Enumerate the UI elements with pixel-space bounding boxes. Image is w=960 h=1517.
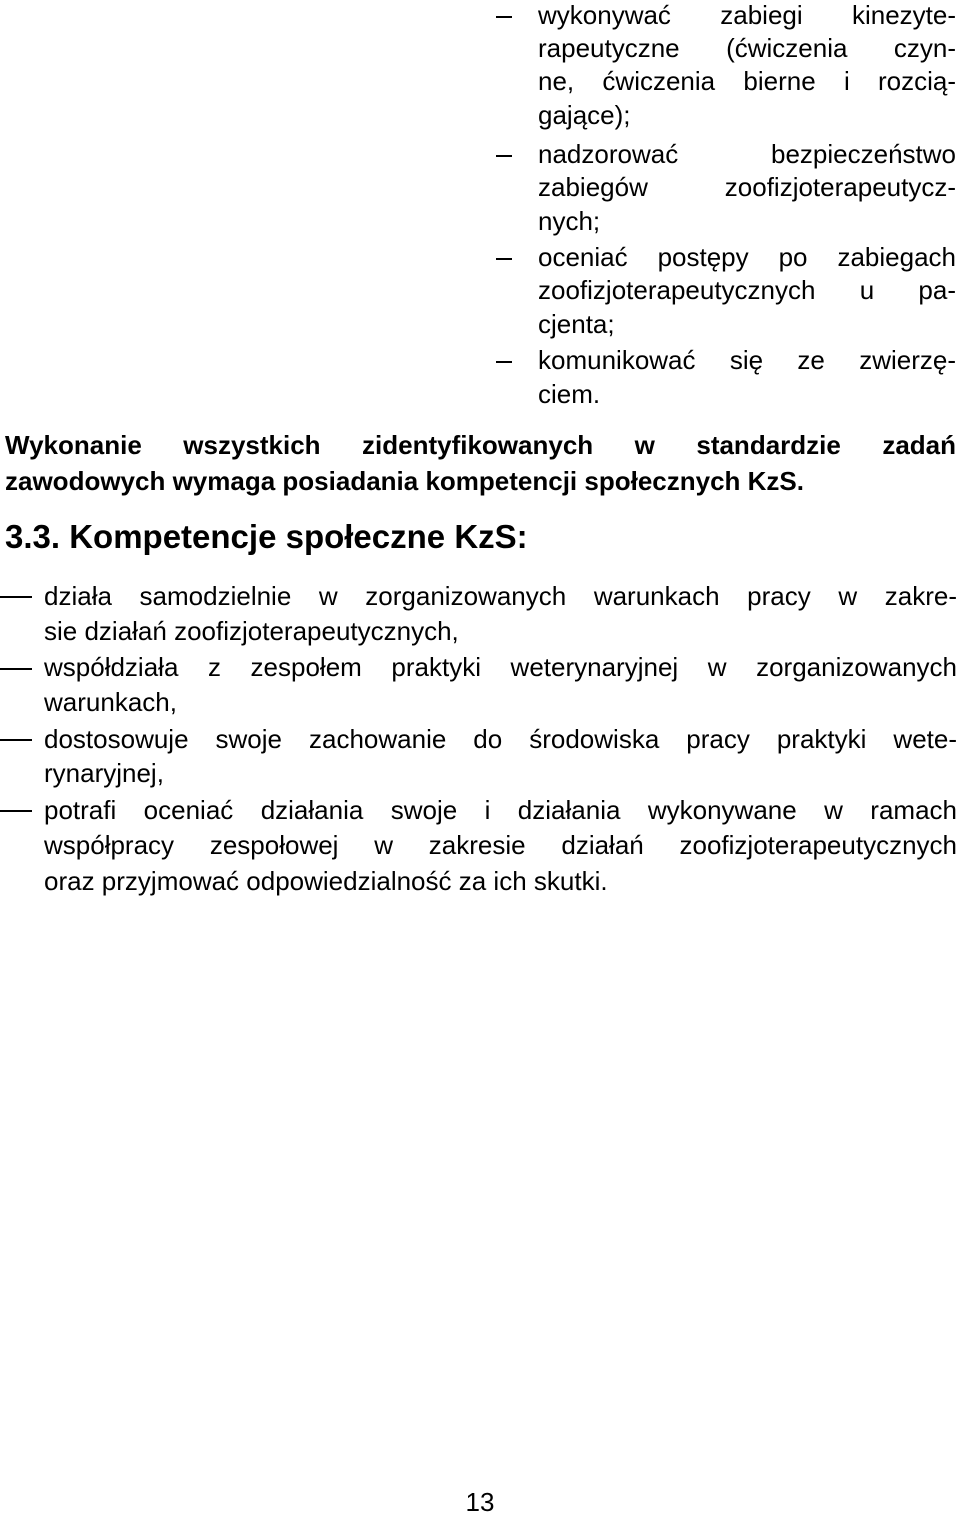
competence-item-2-line: warunkach, xyxy=(44,687,177,717)
task-item-1-line: ne, ćwiczenia bierne i rozcią- xyxy=(538,66,956,96)
task-item-1-line: wykonywać zabiegi kinezyte- xyxy=(538,0,956,30)
task-item-2-line: nych; xyxy=(538,206,601,236)
competence-item-1-line: sie działań zoofizjoterapeutycznych, xyxy=(44,616,459,646)
task-item-4-line: komunikować się ze zwierzę- xyxy=(538,345,956,375)
competence-item-2-line: współdziała z zespołem praktyki weterynaryjnej w zorganizowanych xyxy=(44,652,957,682)
task-item-3-line: cjenta; xyxy=(538,309,615,339)
dash-bullet xyxy=(0,739,32,741)
dash-bullet xyxy=(496,258,512,260)
page-number: 13 xyxy=(465,1487,495,1517)
task-item-3-line: oceniać postępy po zabiegach xyxy=(538,242,956,272)
dash-bullet xyxy=(496,361,512,363)
competence-item-3-line: rynaryjnej, xyxy=(44,758,164,788)
task-item-2-line: nadzorować bezpieczeństwo xyxy=(538,139,956,169)
requirement-text: zawodowych wymaga posiadania kompetencji społecznych KzS. xyxy=(5,466,804,496)
task-item-4-line: ciem. xyxy=(538,379,601,409)
dash-bullet xyxy=(496,16,512,18)
dash-bullet xyxy=(0,596,32,598)
dash-bullet xyxy=(0,668,32,670)
competence-item-4-line: oraz przyjmować odpowiedzialność za ich skutki. xyxy=(44,866,608,896)
task-item-1-line: gające); xyxy=(538,100,631,130)
dash-bullet xyxy=(496,155,512,157)
task-item-3-line: zoofizjoterapeutycznych u pa- xyxy=(538,275,956,305)
task-item-2-line: zabiegów zoofizjoterapeutycz- xyxy=(538,172,956,202)
task-item-1-line: rapeutyczne (ćwiczenia czyn- xyxy=(538,33,956,63)
requirement-text: Wykonanie wszystkich zidentyfikowanych w standardzie zadań xyxy=(5,430,956,460)
competence-item-1-line: działa samodzielnie w zorganizowanych warunkach pracy w zakre- xyxy=(44,581,957,611)
competence-item-3-line: dostosowuje swoje zachowanie do środowiska pracy praktyki wete- xyxy=(44,724,957,754)
competence-item-4-line: potrafi oceniać działania swoje i działania wykonywane w ramach xyxy=(44,795,957,825)
dash-bullet xyxy=(0,810,32,812)
competence-item-4-line: współpracy zespołowej w zakresie działań zoofizjoterapeutycznych xyxy=(44,830,957,860)
section-heading: 3.3. Kompetencje społeczne KzS: xyxy=(5,518,528,555)
